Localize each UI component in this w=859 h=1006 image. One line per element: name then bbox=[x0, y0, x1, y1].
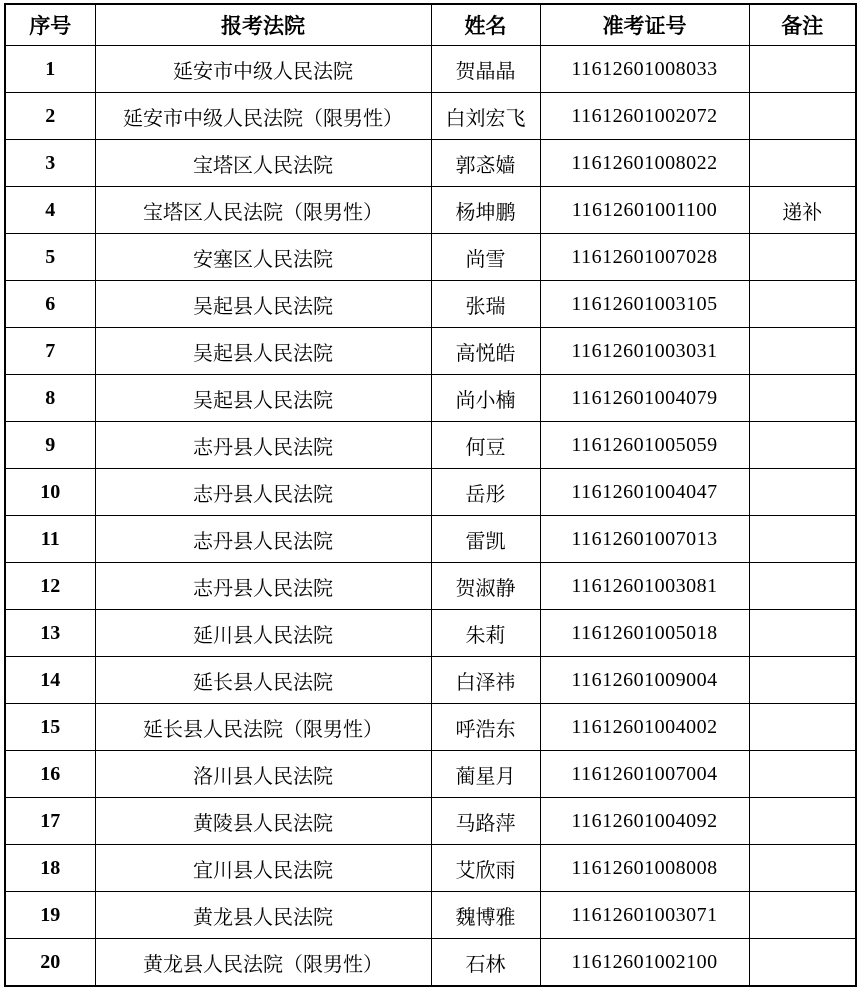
no-cell: 7 bbox=[5, 328, 95, 375]
ticket-cell: 11612601005018 bbox=[540, 610, 749, 657]
ticket-cell: 11612601004092 bbox=[540, 798, 749, 845]
no-cell: 4 bbox=[5, 187, 95, 234]
note-cell bbox=[749, 798, 856, 845]
table-row bbox=[5, 469, 856, 516]
table-row bbox=[5, 93, 856, 140]
table-row bbox=[5, 845, 856, 892]
name-cell: 朱莉 bbox=[431, 610, 540, 657]
note-cell bbox=[749, 140, 856, 187]
note-cell bbox=[749, 46, 856, 93]
note-cell bbox=[749, 657, 856, 704]
ticket-cell: 11612601003031 bbox=[540, 328, 749, 375]
name-cell: 马路萍 bbox=[431, 798, 540, 845]
ticket-cell: 11612601008022 bbox=[540, 140, 749, 187]
table-row bbox=[5, 328, 856, 375]
table-row bbox=[5, 422, 856, 469]
court-cell: 吴起县人民法院 bbox=[95, 281, 431, 328]
no-cell: 20 bbox=[5, 939, 95, 987]
name-cell: 呼浩东 bbox=[431, 704, 540, 751]
name-cell: 石林 bbox=[431, 939, 540, 987]
court-cell: 吴起县人民法院 bbox=[95, 328, 431, 375]
ticket-cell: 11612601002100 bbox=[540, 939, 749, 987]
note-cell bbox=[749, 704, 856, 751]
table-row bbox=[5, 798, 856, 845]
court-cell: 延安市中级人民法院（限男性） bbox=[95, 93, 431, 140]
no-cell: 14 bbox=[5, 657, 95, 704]
note-cell bbox=[749, 516, 856, 563]
column-header-ticket: 准考证号 bbox=[540, 4, 749, 46]
ticket-cell: 11612601004047 bbox=[540, 469, 749, 516]
note-cell bbox=[749, 563, 856, 610]
ticket-cell: 11612601003081 bbox=[540, 563, 749, 610]
no-cell: 6 bbox=[5, 281, 95, 328]
no-cell: 18 bbox=[5, 845, 95, 892]
ticket-cell: 11612601002072 bbox=[540, 93, 749, 140]
no-cell: 15 bbox=[5, 704, 95, 751]
table-body bbox=[5, 46, 856, 987]
name-cell: 郭忞嫱 bbox=[431, 140, 540, 187]
no-cell: 3 bbox=[5, 140, 95, 187]
column-header-note: 备注 bbox=[749, 4, 856, 46]
no-cell: 19 bbox=[5, 892, 95, 939]
column-header-name: 姓名 bbox=[431, 4, 540, 46]
ticket-cell: 11612601009004 bbox=[540, 657, 749, 704]
note-cell bbox=[749, 422, 856, 469]
table-row bbox=[5, 46, 856, 93]
name-cell: 高悦皓 bbox=[431, 328, 540, 375]
table-row bbox=[5, 281, 856, 328]
court-cell: 延长县人民法院 bbox=[95, 657, 431, 704]
table-row bbox=[5, 939, 856, 987]
note-cell bbox=[749, 234, 856, 281]
no-cell: 16 bbox=[5, 751, 95, 798]
no-cell: 13 bbox=[5, 610, 95, 657]
note-cell bbox=[749, 845, 856, 892]
note-cell bbox=[749, 939, 856, 987]
court-cell: 黄龙县人民法院 bbox=[95, 892, 431, 939]
name-cell: 艾欣雨 bbox=[431, 845, 540, 892]
table-row bbox=[5, 187, 856, 234]
court-cell: 宜川县人民法院 bbox=[95, 845, 431, 892]
ticket-cell: 11612601003105 bbox=[540, 281, 749, 328]
table-row bbox=[5, 375, 856, 422]
ticket-cell: 11612601008008 bbox=[540, 845, 749, 892]
table-row bbox=[5, 140, 856, 187]
note-cell bbox=[749, 751, 856, 798]
name-cell: 蔺星月 bbox=[431, 751, 540, 798]
ticket-cell: 11612601008033 bbox=[540, 46, 749, 93]
court-cell: 志丹县人民法院 bbox=[95, 469, 431, 516]
court-cell: 黄陵县人民法院 bbox=[95, 798, 431, 845]
note-cell bbox=[749, 469, 856, 516]
ticket-cell: 11612601007013 bbox=[540, 516, 749, 563]
admission-roster-table bbox=[4, 3, 857, 987]
name-cell: 白泽祎 bbox=[431, 657, 540, 704]
court-cell: 吴起县人民法院 bbox=[95, 375, 431, 422]
note-cell bbox=[749, 610, 856, 657]
court-cell: 志丹县人民法院 bbox=[95, 563, 431, 610]
ticket-cell: 11612601001100 bbox=[540, 187, 749, 234]
table-row bbox=[5, 563, 856, 610]
name-cell: 尚小楠 bbox=[431, 375, 540, 422]
name-cell: 贺晶晶 bbox=[431, 46, 540, 93]
ticket-cell: 11612601004002 bbox=[540, 704, 749, 751]
no-cell: 8 bbox=[5, 375, 95, 422]
ticket-cell: 11612601005059 bbox=[540, 422, 749, 469]
note-cell bbox=[749, 328, 856, 375]
no-cell: 2 bbox=[5, 93, 95, 140]
ticket-cell: 11612601007004 bbox=[540, 751, 749, 798]
table-row bbox=[5, 516, 856, 563]
no-cell: 9 bbox=[5, 422, 95, 469]
no-cell: 5 bbox=[5, 234, 95, 281]
name-cell: 何豆 bbox=[431, 422, 540, 469]
no-cell: 17 bbox=[5, 798, 95, 845]
column-header-no: 序号 bbox=[5, 4, 95, 46]
name-cell: 岳彤 bbox=[431, 469, 540, 516]
name-cell: 白刘宏飞 bbox=[431, 93, 540, 140]
name-cell: 张瑞 bbox=[431, 281, 540, 328]
court-cell: 延安市中级人民法院 bbox=[95, 46, 431, 93]
court-cell: 志丹县人民法院 bbox=[95, 516, 431, 563]
table-row bbox=[5, 892, 856, 939]
note-cell bbox=[749, 375, 856, 422]
court-cell: 黄龙县人民法院（限男性） bbox=[95, 939, 431, 987]
court-cell: 宝塔区人民法院 bbox=[95, 140, 431, 187]
column-header-court: 报考法院 bbox=[95, 4, 431, 46]
court-cell: 延长县人民法院（限男性） bbox=[95, 704, 431, 751]
note-cell bbox=[749, 892, 856, 939]
court-cell: 安塞区人民法院 bbox=[95, 234, 431, 281]
court-cell: 洛川县人民法院 bbox=[95, 751, 431, 798]
header-row bbox=[5, 4, 856, 46]
table-row bbox=[5, 751, 856, 798]
court-cell: 宝塔区人民法院（限男性） bbox=[95, 187, 431, 234]
no-cell: 12 bbox=[5, 563, 95, 610]
court-cell: 延川县人民法院 bbox=[95, 610, 431, 657]
court-cell: 志丹县人民法院 bbox=[95, 422, 431, 469]
no-cell: 10 bbox=[5, 469, 95, 516]
name-cell: 贺淑静 bbox=[431, 563, 540, 610]
ticket-cell: 11612601003071 bbox=[540, 892, 749, 939]
note-cell: 递补 bbox=[749, 187, 856, 234]
name-cell: 杨坤鹏 bbox=[431, 187, 540, 234]
ticket-cell: 11612601007028 bbox=[540, 234, 749, 281]
ticket-cell: 11612601004079 bbox=[540, 375, 749, 422]
name-cell: 魏博雅 bbox=[431, 892, 540, 939]
note-cell bbox=[749, 281, 856, 328]
table-row bbox=[5, 657, 856, 704]
table-row bbox=[5, 234, 856, 281]
name-cell: 雷凯 bbox=[431, 516, 540, 563]
no-cell: 11 bbox=[5, 516, 95, 563]
no-cell: 1 bbox=[5, 46, 95, 93]
name-cell: 尚雪 bbox=[431, 234, 540, 281]
note-cell bbox=[749, 93, 856, 140]
table-row bbox=[5, 610, 856, 657]
table-row bbox=[5, 704, 856, 751]
